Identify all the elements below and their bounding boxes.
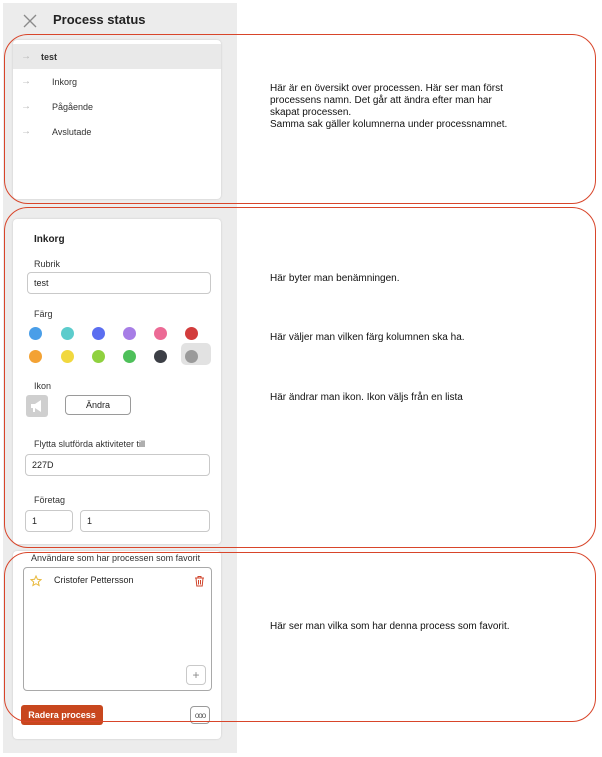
plus-icon: +	[192, 668, 200, 682]
annotation-rename: Här byter man benämningen.	[270, 273, 400, 284]
ellipsis-icon[interactable]: ooo	[190, 706, 210, 724]
annotation-icon: Här ändrar man ikon. Ikon väljs från en lista	[270, 392, 463, 403]
user-name: Cristofer Pettersson	[54, 575, 134, 585]
column-label: Inkorg	[52, 76, 78, 87]
annotation-line: Samma sak gäller kolumnerna under processnamnet.	[270, 119, 508, 130]
change-icon-button[interactable]: Ändra	[65, 395, 131, 415]
favorites-label: Användare som har processen som favorit	[31, 553, 201, 563]
column-label: Avslutade	[52, 126, 92, 137]
arrow-right-icon: →	[21, 76, 31, 87]
annotation-box-settings	[4, 207, 596, 548]
column-heading: Inkorg	[34, 234, 65, 245]
annotation-color: Här väljer man vilken färg kolumnen ska ha.	[270, 332, 465, 343]
annotation-line: processens namn. Det går att ändra efter man har	[270, 95, 492, 106]
move-completed-label: Flytta slutförda aktiviteter till	[34, 439, 146, 449]
title-label: Rubrik	[34, 259, 61, 269]
annotation-line: Här är en översikt over processen. Här ser man först	[270, 83, 503, 94]
arrow-right-icon: →	[21, 126, 31, 137]
page-title: Process status	[53, 12, 146, 27]
panel-header	[3, 3, 237, 37]
close-icon[interactable]	[21, 12, 39, 30]
annotation-overview	[270, 83, 507, 131]
icon-label: Ikon	[34, 381, 52, 391]
delete-process-button[interactable]: Radera process	[21, 705, 103, 725]
column-label: Pågående	[52, 101, 94, 112]
annotation-line: skapat processen.	[270, 107, 352, 118]
annotation-favorites: Här ser man vilka som har denna process som favorit.	[270, 621, 510, 632]
company-label: Företag	[34, 495, 66, 505]
arrow-right-icon: →	[21, 101, 31, 112]
annotation-box-favorites	[4, 552, 596, 722]
process-name-label: test	[41, 51, 58, 62]
arrow-right-icon: →	[21, 51, 31, 62]
color-label: Färg	[34, 309, 53, 319]
